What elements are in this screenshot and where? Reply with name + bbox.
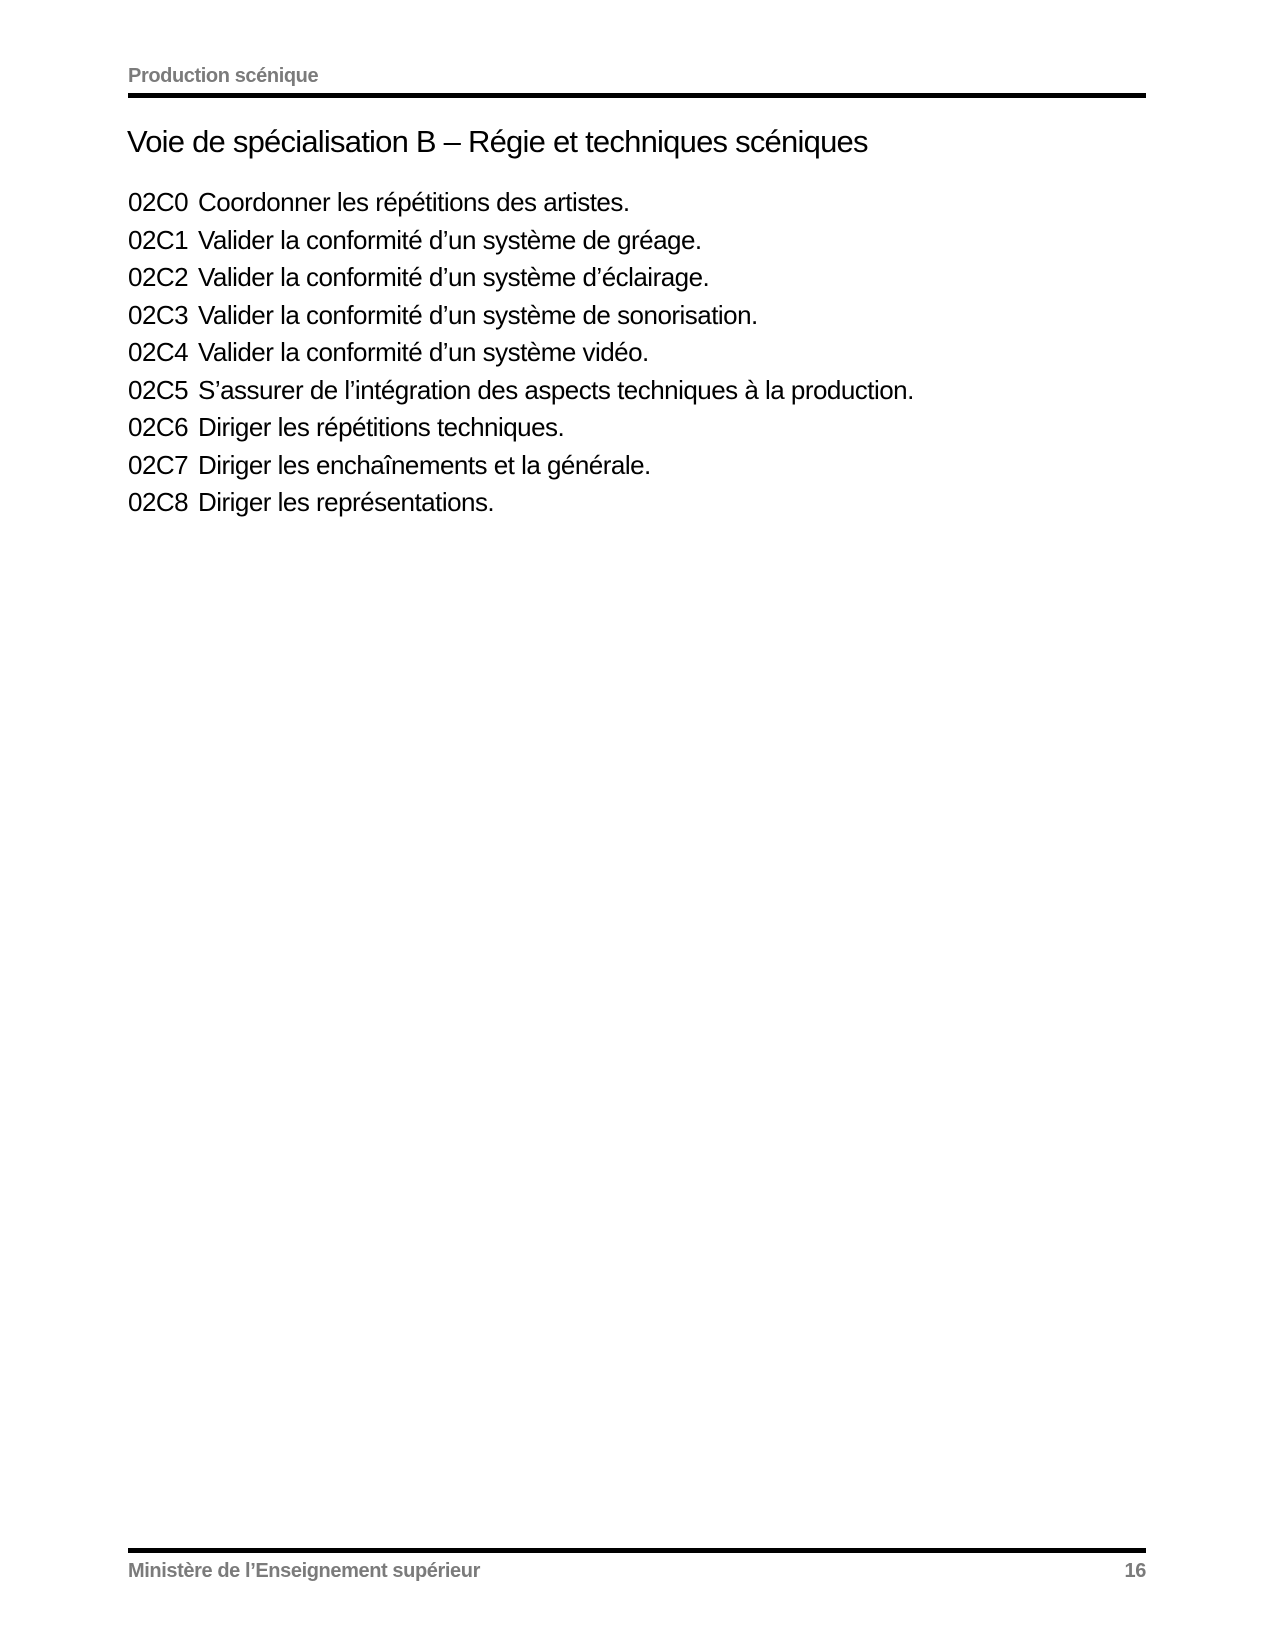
footer-ministry-name: Ministère de l’Enseignement supérieur bbox=[128, 1560, 480, 1582]
competency-label: Valider la conformité d’un système d’éclairage. bbox=[198, 262, 710, 292]
competency-label: Diriger les représentations. bbox=[198, 487, 495, 517]
competency-label: Valider la conformité d’un système de gréage. bbox=[198, 224, 702, 255]
competency-label: Diriger les enchaînements et la générale. bbox=[198, 449, 651, 480]
competency-label: Coordonner les répétitions des artistes. bbox=[198, 187, 630, 217]
competency-label: Valider la conformité d’un système de sonorisation. bbox=[198, 299, 758, 330]
running-header-title: Production scénique bbox=[128, 65, 319, 87]
competency-code: 02C7 bbox=[128, 449, 189, 480]
competency-code: 02C0 bbox=[128, 187, 189, 217]
competency-code: 02C4 bbox=[128, 337, 189, 367]
competency-row bbox=[128, 484, 1146, 522]
competency-row bbox=[128, 334, 1146, 372]
competency-code: 02C5 bbox=[128, 374, 189, 405]
competency-row bbox=[128, 222, 1146, 260]
competency-row bbox=[128, 259, 1146, 297]
section-title: Voie de spécialisation B – Régie et techniques scéniques bbox=[127, 124, 868, 159]
page-footer bbox=[128, 1548, 1146, 1583]
competency-row bbox=[128, 447, 1146, 485]
competency-code: 02C1 bbox=[128, 224, 189, 255]
competency-list bbox=[128, 184, 1146, 522]
competency-code: 02C6 bbox=[128, 412, 189, 442]
competency-label: S’assurer de l’intégration des aspects techniques à la production. bbox=[198, 374, 914, 405]
competency-code: 02C3 bbox=[128, 299, 189, 330]
footer-page-number: 16 bbox=[1124, 1560, 1146, 1582]
competency-label: Diriger les répétitions techniques. bbox=[198, 412, 565, 442]
competency-row bbox=[128, 372, 1146, 410]
competency-label: Valider la conformité d’un système vidéo. bbox=[198, 337, 649, 367]
competency-code: 02C2 bbox=[128, 262, 189, 292]
competency-row bbox=[128, 297, 1146, 335]
competency-row bbox=[128, 184, 1146, 222]
competency-row bbox=[128, 409, 1146, 447]
page-header bbox=[128, 64, 1146, 98]
competency-code: 02C8 bbox=[128, 487, 189, 517]
